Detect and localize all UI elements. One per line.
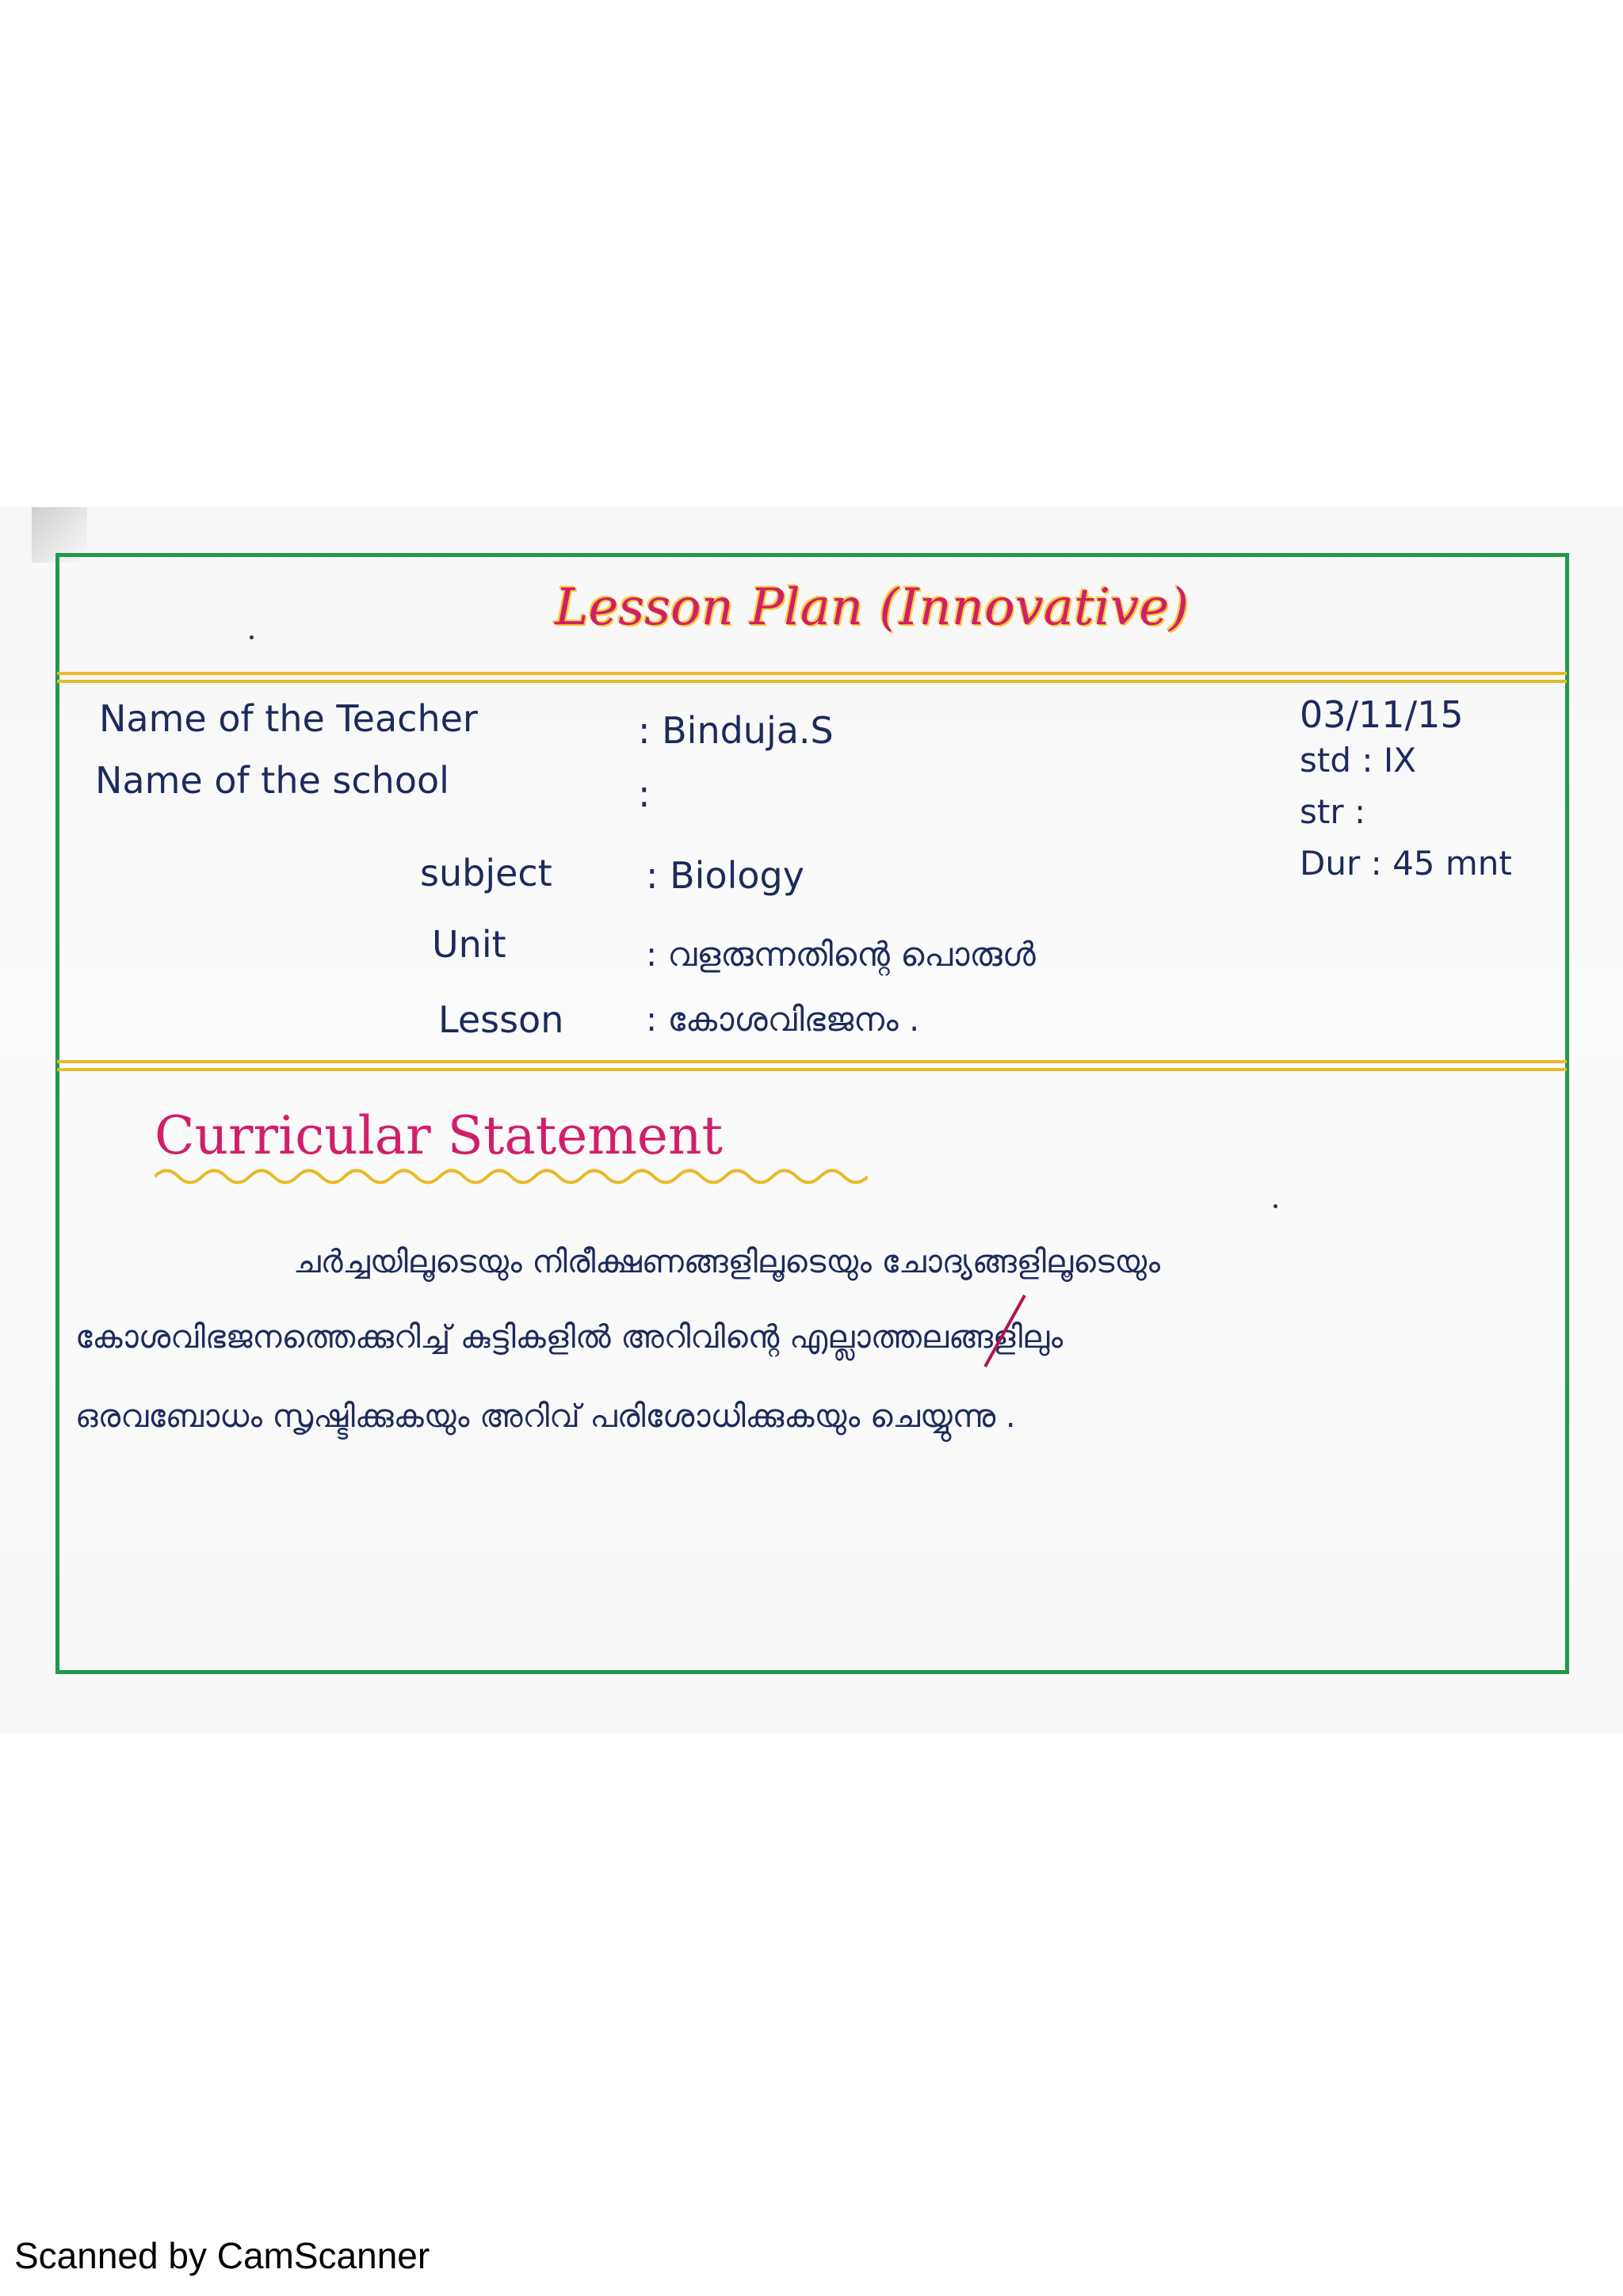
school-value: : [638, 772, 651, 815]
std-field: std : IX [1300, 741, 1417, 780]
date-value: 03/11/15 [1300, 693, 1464, 736]
info-divider [57, 1060, 1567, 1071]
subject-value: : Biology [646, 854, 804, 897]
school-label: Name of the school [95, 759, 449, 802]
ink-dot [250, 635, 254, 639]
correction-mark [981, 1291, 1029, 1371]
unit-label: Unit [432, 923, 506, 966]
scanner-watermark: Scanned by CamScanner [14, 2235, 430, 2276]
page-title: Lesson Plan (Innovative) [555, 578, 1190, 637]
lesson-value: : കോശവിഭജനം . [646, 1000, 920, 1039]
ink-dot [1274, 1204, 1277, 1208]
subject-label: subject [420, 852, 552, 894]
teacher-label: Name of the Teacher [99, 697, 478, 740]
unit-value: : വളരുന്നതിന്റെ പൊരുൾ [646, 935, 1036, 974]
str-field: str : [1300, 792, 1366, 831]
duration-field: Dur : 45 mnt [1300, 844, 1512, 883]
teacher-value: : Binduja.S [638, 709, 834, 752]
curricular-line-1: ചർച്ചയിലൂടെയും നിരീക്ഷണങ്ങളിലൂടെയും ചോദ്യങ്ങളിലൂടെയും [293, 1244, 1160, 1280]
curricular-line-2: കോശവിഭജനത്തെക്കുറിച്ച് കുട്ടികളിൽ അറിവിന്റെ എല്ലാത്തലങ്ങളിലും [75, 1319, 1064, 1356]
heading-underline-wave [155, 1165, 868, 1188]
title-divider [57, 672, 1567, 683]
curricular-heading: Curricular Statement [155, 1105, 724, 1166]
curricular-line-3: ഒരവബോധം സൃഷ്ടിക്കുകയും അറിവ് പരിശോധിക്കുകയും ചെയ്യുന്നു . [75, 1398, 1016, 1435]
lesson-label: Lesson [438, 998, 564, 1041]
